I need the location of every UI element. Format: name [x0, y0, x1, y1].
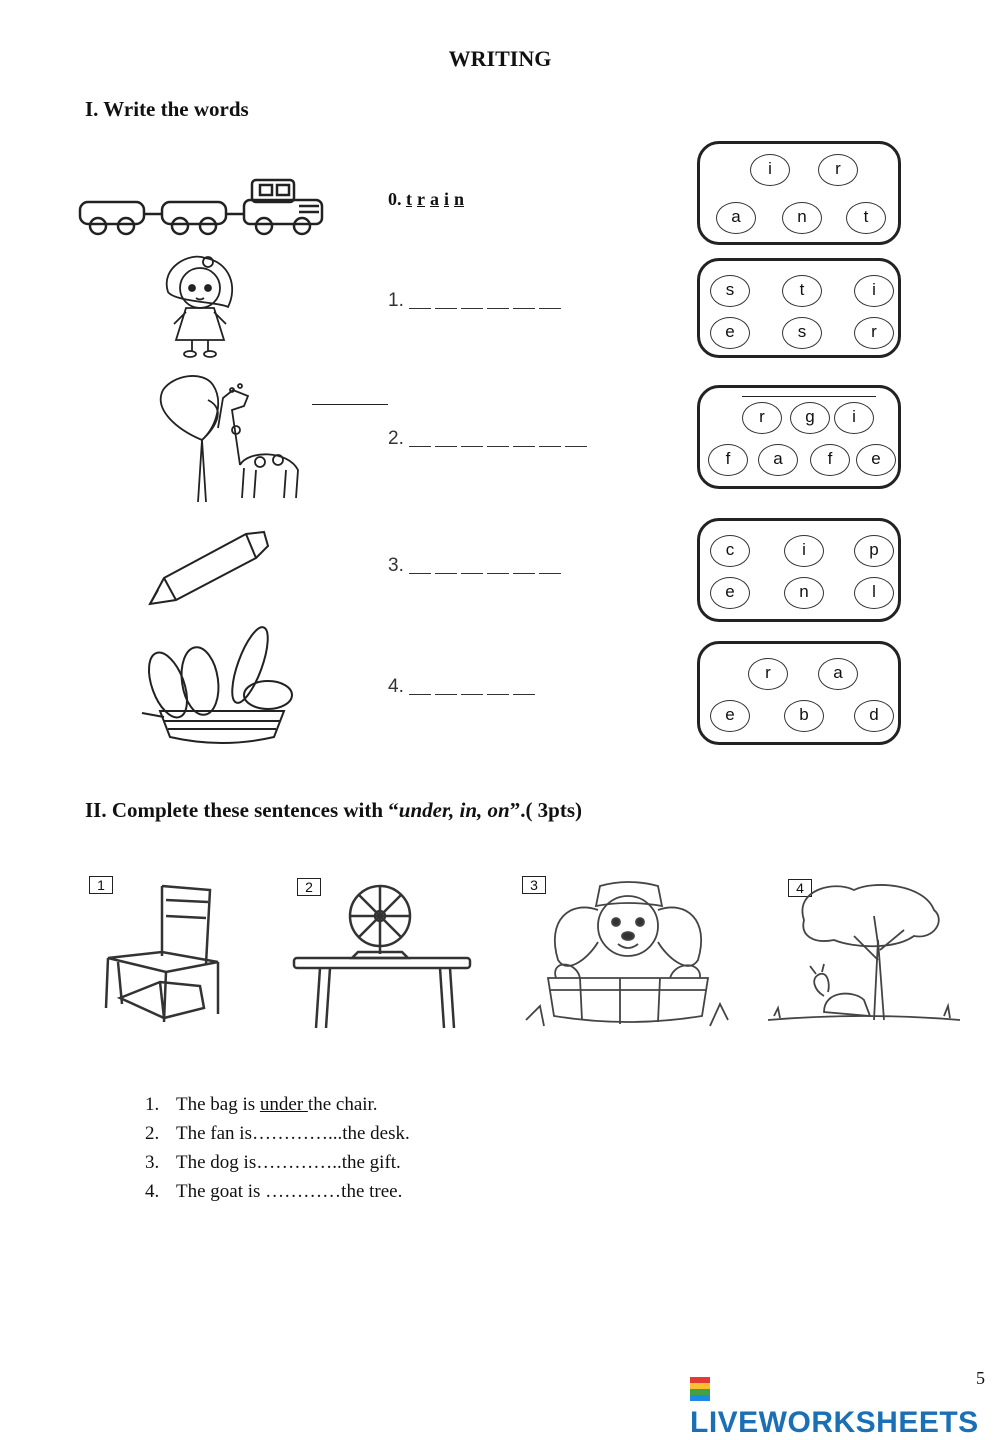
girl-picture [150, 252, 245, 360]
sentence-2[interactable]: 2. The fan is…………...the desk. [145, 1123, 410, 1144]
letter-bubble: i [750, 154, 790, 186]
fan-desk-picture [290, 882, 474, 1030]
liveworksheets-logo: LIVEWORKSHEETS [690, 1372, 1000, 1440]
letter-bubble: e [710, 577, 750, 609]
letter-bubble: n [784, 577, 824, 609]
page-title: WRITING [448, 46, 552, 71]
answer-blank-1[interactable]: 1. [388, 290, 565, 312]
letter-bubble: n [782, 202, 822, 234]
train-picture [74, 172, 329, 238]
letter-bubble: a [758, 444, 798, 476]
stray-line [312, 404, 388, 405]
letter-bubble: i [784, 535, 824, 567]
sentence-3[interactable]: 3. The dog is…………..the gift. [145, 1152, 401, 1173]
letter-bubble: s [710, 275, 750, 307]
letter-bubble: a [716, 202, 756, 234]
letter-bubble: f [810, 444, 850, 476]
letter-bubble: i [834, 402, 874, 434]
sentence-1: 1. The bag is under the chair. [145, 1094, 378, 1115]
letter-box-example [697, 141, 901, 245]
letter-bubble: l [854, 577, 894, 609]
answer-blank-2[interactable]: 2. [388, 428, 591, 450]
letter-bubble: g [790, 402, 830, 434]
picture-number: 1 [89, 876, 113, 894]
answer-blank-4[interactable]: 4. [388, 676, 539, 698]
chair-picture [100, 882, 230, 1024]
letter-box-4 [697, 641, 901, 745]
goat-tree-picture [764, 880, 964, 1028]
picture-number: 3 [522, 876, 546, 894]
letter-bubble: s [782, 317, 822, 349]
dog-gift-picture [520, 880, 732, 1030]
letter-bubble: r [748, 658, 788, 690]
sentence-4[interactable]: 4. The goat is …………the tree. [145, 1181, 403, 1202]
letter-bubble: t [782, 275, 822, 307]
letter-bubble: t [846, 202, 886, 234]
letter-bubble: i [854, 275, 894, 307]
letter-bubble: e [710, 317, 750, 349]
letter-box-2 [697, 385, 901, 489]
logo-blocks-icon [690, 1377, 710, 1401]
sentence-list [145, 1090, 410, 1206]
letter-bubble: p [854, 535, 894, 567]
section-1-heading: I. Write the words [85, 97, 249, 121]
letter-bubble: r [742, 402, 782, 434]
picture-number: 4 [788, 879, 812, 897]
answer-under: under [259, 1094, 308, 1115]
picture-number: 2 [297, 878, 321, 896]
letter-bubble: c [710, 535, 750, 567]
pencil-picture [146, 528, 272, 608]
letter-bubble: e [856, 444, 896, 476]
answer-blank-3[interactable]: 3. [388, 555, 565, 577]
letter-bubble: r [854, 317, 894, 349]
divider [742, 396, 876, 397]
letter-bubble: e [710, 700, 750, 732]
letter-bubble: a [818, 658, 858, 690]
example-answer: 0. t r a i n [388, 189, 465, 209]
bread-basket-picture [138, 625, 306, 749]
letter-bubble: b [784, 700, 824, 732]
letter-box-1 [697, 258, 901, 358]
letter-bubble: f [708, 444, 748, 476]
section-2-heading: II. Complete these sentences with “under, in, on”.( 3pts) [85, 798, 583, 822]
page-number: 5 [976, 1368, 985, 1388]
letter-box-3 [697, 518, 901, 622]
letter-bubble: r [818, 154, 858, 186]
letter-bubble: d [854, 700, 894, 732]
giraffe-picture [148, 370, 310, 506]
